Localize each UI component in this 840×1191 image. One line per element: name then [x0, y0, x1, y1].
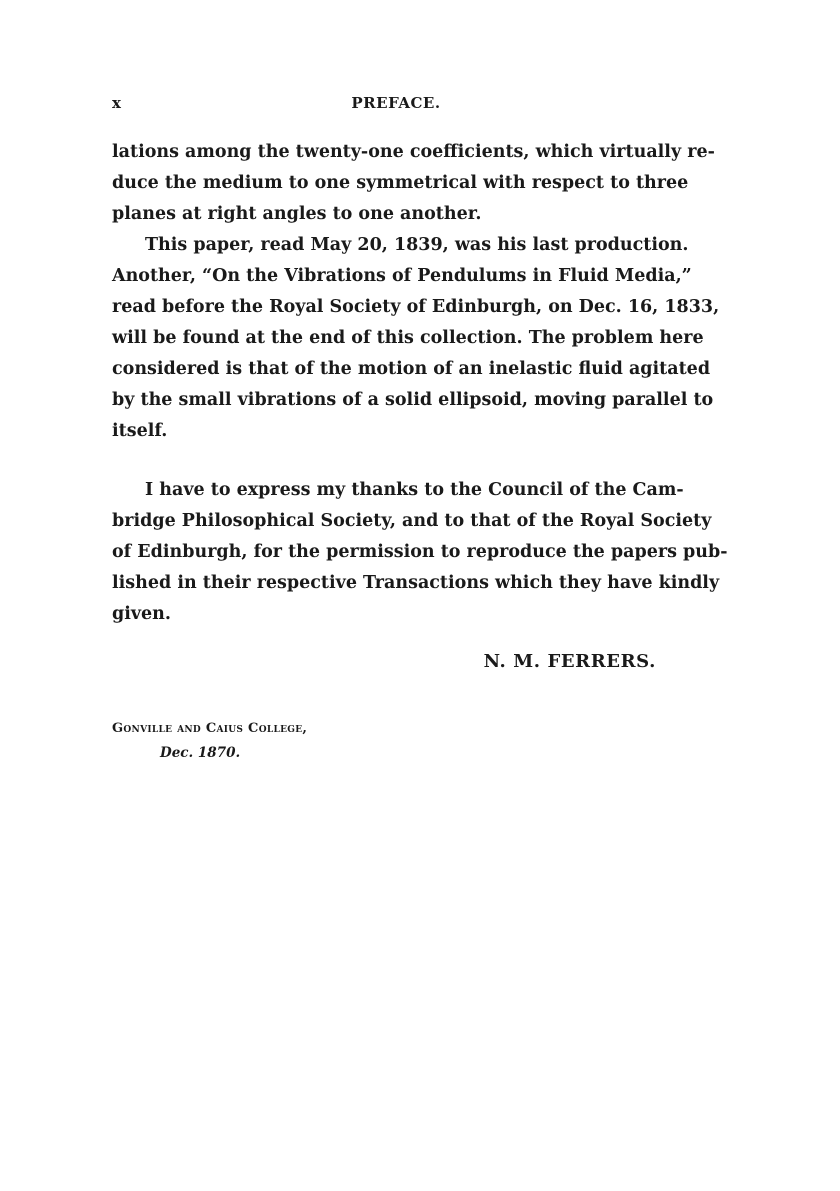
text-line: will be found at the end of this collection. The problem here — [112, 328, 704, 348]
text-line: This paper, read May 20, 1839, was his last production. — [145, 235, 689, 255]
text-line: lished in their respective Transactions which they have kindly — [112, 573, 720, 593]
running-head — [112, 94, 680, 118]
text-line: I have to express my thanks to the Council of the Cam- — [145, 480, 684, 500]
paragraph-paper-info — [112, 230, 720, 447]
text-line: lations among the twenty-one coefficients, which virtually re- — [112, 142, 715, 162]
text-line: bridge Philosophical Society, and to that of the Royal Society — [112, 511, 712, 531]
text-line: read before the Royal Society of Edinburgh, on Dec. 16, 1833, — [112, 297, 720, 317]
text-line: of Edinburgh, for the permission to reproduce the papers pub- — [112, 542, 728, 562]
paragraph-continuation — [112, 137, 715, 230]
paragraph-acknowledgements — [112, 475, 728, 630]
place-line: Gonville and Caius College, — [112, 721, 308, 736]
page-number: x — [112, 94, 122, 112]
text-line: duce the medium to one symmetrical with respect to three — [112, 173, 689, 193]
text-line: by the small vibrations of a solid ellipsoid, moving parallel to — [112, 390, 714, 410]
text-line: itself. — [112, 421, 168, 441]
signature: N. M. FERRERS. — [483, 651, 656, 672]
text-line: considered is that of the motion of an inelastic fluid agitated — [112, 359, 711, 379]
running-title: PREFACE. — [351, 94, 441, 112]
text-line: Another, “On the Vibrations of Pendulums in Fluid Media,” — [112, 266, 692, 286]
date-line: Dec. 1870. — [160, 745, 241, 761]
text-line: given. — [112, 604, 172, 624]
text-line: planes at right angles to one another. — [112, 204, 482, 224]
